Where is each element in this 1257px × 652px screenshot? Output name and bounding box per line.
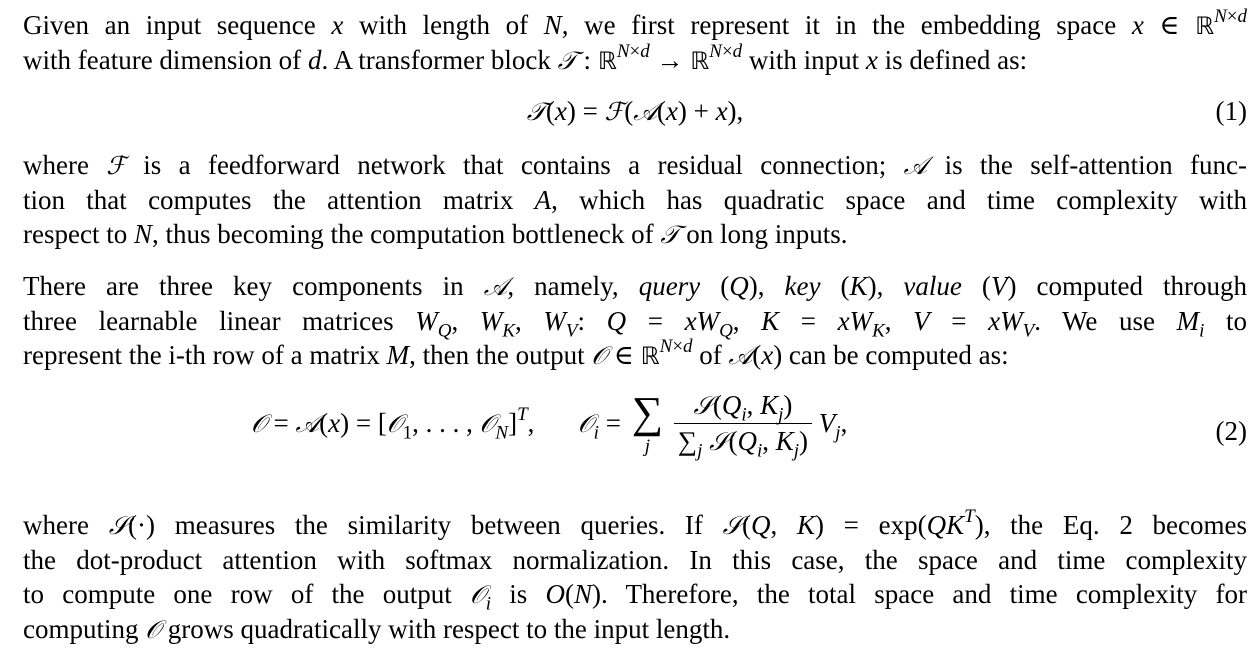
- text-line: respect to N, thus becoming the computation bottleneck of 𝒯 on long inputs.: [23, 219, 848, 249]
- text-line: There are three key components in 𝒜, namely, query (Q), key (K), value (V) computed through: [23, 271, 1248, 301]
- paragraph-feedforward: [23, 148, 1247, 252]
- equation-number: (2): [1215, 416, 1247, 446]
- equation-number: (1): [1215, 96, 1247, 126]
- text-line: represent the i-th row of a matrix M, then the output 𝒪 ∈ ℝ$^{N\times d}$ of 𝒜(x) can be computed as:: [23, 336, 1009, 370]
- equation-1: [23, 96, 1247, 132]
- text-line: the dot-product attention with softmax normalization. In this case, the space and time complexity: [23, 545, 1247, 575]
- text-line: computing 𝒪 grows quadratically with respect to the input length.: [23, 614, 731, 644]
- text-line: where ℱ is a feedforward network that contains a residual connection; 𝒜 is the self-attention func-: [23, 150, 1247, 180]
- equation-2-body: 𝒪 = 𝒜(x) = [𝒪$_1$, . . . , 𝒪$_N$]$^T$, 𝒪$_i$ = ∑ j $\frac{𝒮(Q_i, K_j)}{\sum_j 𝒮(Q_i, K_j)}$ $V_j$,: [251, 388, 848, 462]
- summation-symbol: ∑ j: [631, 388, 664, 457]
- paragraph-qkv: [23, 269, 1247, 373]
- equation-2: [23, 390, 1247, 486]
- attention-fraction: $\frac{𝒮(Q_i, K_j)}{\sum_j 𝒮(Q_i, K_j)}$: [674, 390, 812, 457]
- text-line: with feature dimension of d. A transformer block 𝒯 : ℝ$^{N\times d}$ → ℝ$^{N\times d}$ with input x is defined as:: [23, 41, 1028, 75]
- text-line: Given an input sequence x with length of N, we first represent it in the embedding space x ∈ ℝ$^{N\times d}$: [23, 6, 1247, 40]
- text-line: three learnable linear matrices $W_Q$, $W_K$, $W_V$: $Q = xW_Q$, $K = xW_K$, $V = xW_V$. We use $M_i$ to: [23, 306, 1247, 342]
- equation-1-body: 𝒯(x) = ℱ(𝒜(x) + x),: [526, 96, 744, 126]
- paragraph-input-definition: [23, 8, 1247, 78]
- text-line: to compute one row of the output 𝒪$_i$ is O(N). Therefore, the total space and time complexity for: [23, 579, 1247, 615]
- text-line: tion that computes the attention matrix A, which has quadratic space and time complexity with: [23, 185, 1248, 215]
- paragraph-complexity: [23, 508, 1247, 647]
- text-line: where 𝒮(·) measures the similarity between queries. If 𝒮(Q, $K) = \exp(QK^T)$, the Eq. 2 becomes: [23, 506, 1247, 540]
